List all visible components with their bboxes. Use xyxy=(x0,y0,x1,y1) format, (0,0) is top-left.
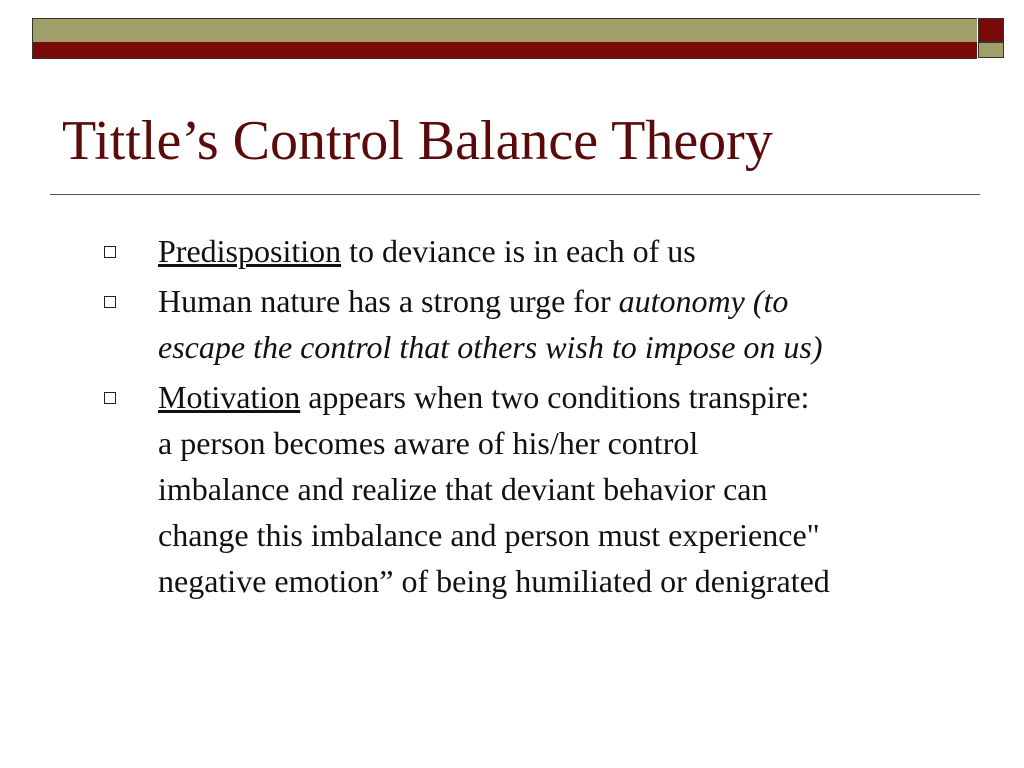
bullet-line: change this imbalance and person must experience" xyxy=(158,517,820,553)
underlined-term: Motivation xyxy=(158,379,301,415)
title-divider xyxy=(50,194,980,195)
bullet-item-autonomy xyxy=(104,278,1004,370)
square-bullet-icon xyxy=(104,246,116,258)
square-bullet-icon xyxy=(104,296,116,308)
header-corner-square-olive xyxy=(978,42,1004,58)
bullet-text: to deviance is in each of us xyxy=(341,233,696,269)
bullet-text: Human nature has a strong urge for xyxy=(158,283,619,319)
bullet-item-motivation xyxy=(104,374,1004,604)
bullet-line: a person becomes aware of his/her control xyxy=(158,425,699,461)
header-corner-square-red xyxy=(978,18,1004,42)
italic-text: autonomy (to xyxy=(618,283,789,319)
bullet-line: negative emotion” of being humiliated or denigrated xyxy=(158,563,830,599)
underlined-term: Predisposition xyxy=(158,233,342,269)
bullet-list xyxy=(104,228,1004,608)
header-banner-red xyxy=(32,42,977,59)
square-bullet-icon xyxy=(104,392,116,404)
bullet-line xyxy=(158,374,1004,420)
bullet-line xyxy=(158,228,1004,274)
header-banner-olive xyxy=(32,18,977,43)
bullet-line xyxy=(158,278,1004,324)
bullet-text: appears when two conditions transpire: xyxy=(300,379,810,415)
bullet-line: imbalance and realize that deviant behavior can xyxy=(158,471,768,507)
slide-title: Tittle’s Control Balance Theory xyxy=(62,110,773,172)
italic-text: escape the control that others wish to impose on us) xyxy=(158,329,823,365)
bullet-item-predisposition xyxy=(104,228,1004,274)
